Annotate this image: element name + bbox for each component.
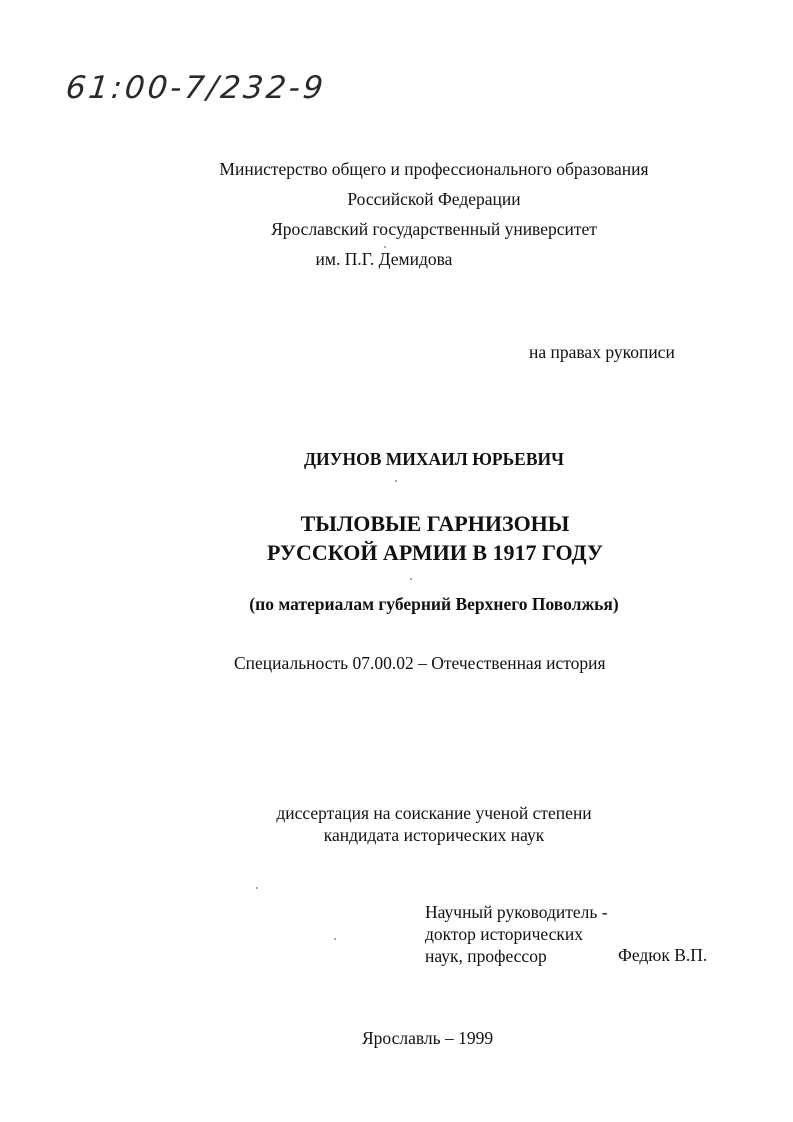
degree-block (200, 803, 668, 847)
degree-line-2: кандидата исторических наук (323, 825, 545, 845)
institution-university: Ярославский государственный университет (271, 219, 597, 239)
title-line-1: ТЫЛОВЫЕ ГАРНИЗОНЫ (300, 511, 570, 536)
institution-country: Российской Федерации (347, 189, 521, 209)
scan-speck (395, 480, 397, 482)
city-year: Ярославль – 1999 (362, 1028, 494, 1048)
institution-ministry: Министерство общего и профессионального образования (219, 159, 649, 179)
scan-speck (334, 938, 336, 940)
institution-named-after: им. П.Г. Демидова (315, 249, 453, 269)
advisor-line-2: доктор исторических (425, 924, 584, 944)
author-name: ДИУНОВ МИХАИЛ ЮРЬЕВИЧ (304, 449, 564, 469)
institution-block (200, 159, 668, 279)
advisor-name: Федюк В.П. (618, 945, 708, 965)
scan-speck (384, 246, 386, 248)
degree-line-1: диссертация на соискание ученой степени (276, 803, 592, 823)
advisor-line-3: наук, профессор (425, 946, 547, 966)
scan-speck (256, 887, 258, 889)
specialty-line: Специальность 07.00.02 – Отечественная история (234, 653, 606, 673)
scan-speck (410, 578, 412, 580)
advisor-block (425, 901, 608, 967)
dissertation-subtitle: (по материалам губерний Верхнего Поволжья) (249, 594, 619, 614)
dissertation-title (200, 509, 670, 567)
manuscript-rights-note: на правах рукописи (529, 342, 675, 362)
title-line-2: РУССКОЙ АРМИИ В 1917 ГОДУ (266, 540, 604, 565)
advisor-line-1: Научный руководитель - (425, 902, 608, 922)
handwritten-archive-code: 61:00-7/232-9 (64, 70, 328, 106)
